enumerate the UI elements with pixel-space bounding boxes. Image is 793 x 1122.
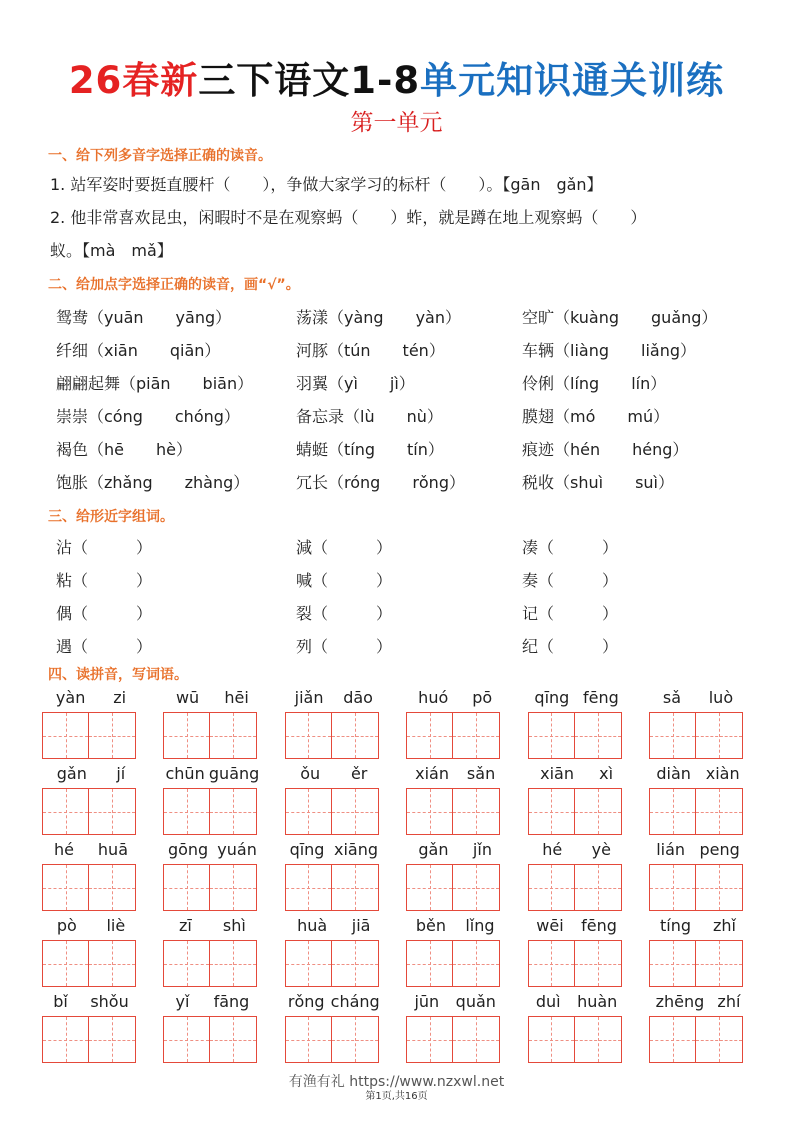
writing-cell[interactable] bbox=[42, 940, 89, 987]
writing-cell[interactable] bbox=[453, 1016, 500, 1063]
pinyin-row bbox=[528, 688, 626, 710]
pinyin-row bbox=[649, 764, 747, 786]
pinyin-syllable: wēi bbox=[536, 916, 564, 935]
writing-boxes bbox=[406, 864, 504, 911]
pinyin-word-group bbox=[649, 688, 747, 759]
word-group-item[interactable]: 纪（ ） bbox=[522, 637, 619, 656]
pinyin-syllable: jūn bbox=[414, 992, 440, 1011]
writing-cell[interactable] bbox=[210, 712, 257, 759]
pinyin-word-group bbox=[285, 764, 383, 835]
writing-cell[interactable] bbox=[696, 1016, 743, 1063]
pinyin-syllable: hēi bbox=[224, 688, 249, 707]
pinyin-syllable: huā bbox=[97, 840, 128, 859]
pronunciation-item[interactable]: 蜻蜓（tíng tín） bbox=[296, 440, 444, 459]
writing-boxes bbox=[163, 788, 261, 835]
pinyin-row bbox=[285, 916, 383, 938]
pronunciation-item[interactable]: 税收（shuì suì） bbox=[522, 473, 674, 492]
pinyin-row bbox=[528, 916, 626, 938]
writing-boxes bbox=[42, 712, 140, 759]
pinyin-row bbox=[42, 916, 140, 938]
writing-cell[interactable] bbox=[89, 712, 136, 759]
pinyin-row bbox=[285, 764, 383, 786]
pinyin-word-group bbox=[406, 840, 504, 911]
pinyin-syllable: xián bbox=[415, 764, 449, 783]
pronunciation-item[interactable]: 崇崇（cóng chóng） bbox=[56, 407, 240, 426]
writing-cell[interactable] bbox=[163, 940, 210, 987]
pinyin-syllable: běn bbox=[415, 916, 446, 935]
writing-cell[interactable] bbox=[696, 864, 743, 911]
pinyin-row bbox=[528, 764, 626, 786]
writing-boxes bbox=[42, 788, 140, 835]
pinyin-syllable: luò bbox=[708, 688, 734, 707]
writing-boxes bbox=[649, 788, 747, 835]
word-group-item[interactable]: 记（ ） bbox=[522, 604, 619, 623]
writing-boxes bbox=[406, 788, 504, 835]
pinyin-row bbox=[163, 688, 261, 710]
writing-cell[interactable] bbox=[42, 788, 89, 835]
writing-boxes bbox=[285, 788, 383, 835]
word-group-item[interactable]: 喊（ ） bbox=[296, 571, 393, 590]
pinyin-syllable: yuán bbox=[217, 840, 257, 859]
pinyin-syllable: xiān bbox=[540, 764, 574, 783]
pinyin-syllable: gǎn bbox=[418, 840, 449, 859]
writing-cell[interactable] bbox=[453, 864, 500, 911]
pinyin-syllable: huó bbox=[418, 688, 449, 707]
pinyin-syllable: gōng bbox=[167, 840, 209, 859]
word-group-item[interactable]: 奏（ ） bbox=[522, 571, 619, 590]
writing-cell[interactable] bbox=[575, 864, 622, 911]
pinyin-row bbox=[42, 992, 140, 1014]
pinyin-row bbox=[163, 840, 261, 862]
pinyin-syllable: yàn bbox=[55, 688, 86, 707]
pinyin-row bbox=[42, 764, 140, 786]
pinyin-word-group bbox=[528, 688, 626, 759]
word-group-item[interactable]: 粘（ ） bbox=[56, 571, 153, 590]
pinyin-syllable: liè bbox=[106, 916, 126, 935]
writing-cell[interactable] bbox=[575, 788, 622, 835]
pinyin-row bbox=[42, 840, 140, 862]
question-2: 2. 他非常喜欢昆虫，闲暇时不是在观察蚂（ ）蚱，就是蹲在地上观察蚂（ ） bbox=[50, 208, 647, 227]
pinyin-syllable: jiǎn bbox=[294, 688, 324, 707]
writing-cell[interactable] bbox=[528, 940, 575, 987]
pinyin-word-group bbox=[528, 764, 626, 835]
writing-cell[interactable] bbox=[528, 1016, 575, 1063]
writing-cell[interactable] bbox=[89, 864, 136, 911]
pinyin-syllable: huàn bbox=[577, 992, 618, 1011]
pinyin-syllable: ěr bbox=[350, 764, 368, 783]
writing-cell[interactable] bbox=[163, 864, 210, 911]
pinyin-syllable: fāng bbox=[213, 992, 250, 1011]
pinyin-word-group bbox=[528, 916, 626, 987]
pinyin-syllable: qīng bbox=[289, 840, 325, 859]
writing-boxes bbox=[406, 940, 504, 987]
title-black: 三下语文1-8 bbox=[198, 59, 421, 102]
pinyin-word-group bbox=[649, 992, 747, 1063]
pinyin-row bbox=[285, 992, 383, 1014]
writing-cell[interactable] bbox=[406, 940, 453, 987]
pinyin-word-group bbox=[528, 992, 626, 1063]
word-group-item[interactable]: 遇（ ） bbox=[56, 637, 153, 656]
pinyin-syllable: sǎn bbox=[466, 764, 496, 783]
writing-cell[interactable] bbox=[285, 940, 332, 987]
pronunciation-item[interactable]: 鸳鸯（yuān yāng） bbox=[56, 308, 232, 327]
writing-boxes bbox=[528, 712, 626, 759]
writing-cell[interactable] bbox=[210, 864, 257, 911]
pinyin-word-group bbox=[649, 840, 747, 911]
pinyin-row bbox=[406, 688, 504, 710]
unit-title: 第一单元 bbox=[350, 110, 443, 136]
writing-cell[interactable] bbox=[406, 788, 453, 835]
word-group-item[interactable]: 減（ ） bbox=[296, 538, 393, 557]
writing-cell[interactable] bbox=[649, 1016, 696, 1063]
pinyin-syllable: tíng bbox=[660, 916, 692, 935]
writing-boxes bbox=[406, 712, 504, 759]
pinyin-syllable: hé bbox=[53, 840, 74, 859]
pinyin-syllable: jí bbox=[116, 764, 126, 783]
pronunciation-item[interactable]: 空旷（kuàng guǎng） bbox=[522, 308, 718, 327]
pinyin-row bbox=[285, 688, 383, 710]
watermark: 有渔有礼 https://www.nzxwl.net bbox=[288, 1074, 505, 1090]
pinyin-row bbox=[406, 840, 504, 862]
pinyin-word-group bbox=[285, 688, 383, 759]
writing-cell[interactable] bbox=[89, 1016, 136, 1063]
pronunciation-item[interactable]: 羽翼（yì jì） bbox=[296, 374, 415, 393]
pinyin-syllable: dāo bbox=[343, 688, 373, 707]
writing-boxes bbox=[285, 1016, 383, 1063]
writing-cell[interactable] bbox=[406, 1016, 453, 1063]
writing-cell[interactable] bbox=[575, 1016, 622, 1063]
pronunciation-item[interactable]: 痕迹（hén héng） bbox=[522, 440, 689, 459]
pinyin-word-group bbox=[42, 916, 140, 987]
pinyin-syllable: xiāng bbox=[334, 840, 379, 859]
writing-cell[interactable] bbox=[332, 864, 379, 911]
pinyin-word-group bbox=[285, 840, 383, 911]
writing-cell[interactable] bbox=[649, 864, 696, 911]
writing-cell[interactable] bbox=[649, 712, 696, 759]
writing-cell[interactable] bbox=[696, 788, 743, 835]
pinyin-word-group bbox=[285, 916, 383, 987]
writing-cell[interactable] bbox=[696, 940, 743, 987]
writing-cell[interactable] bbox=[453, 712, 500, 759]
pinyin-syllable: jiā bbox=[351, 916, 371, 935]
pinyin-syllable: sǎ bbox=[662, 688, 681, 707]
pinyin-syllable: zhí bbox=[717, 992, 741, 1011]
section-4-heading: 四、读拼音，写词语。 bbox=[48, 667, 188, 683]
pinyin-syllable: wū bbox=[175, 688, 200, 707]
writing-cell[interactable] bbox=[332, 712, 379, 759]
pinyin-syllable: lián bbox=[656, 840, 686, 859]
writing-cell[interactable] bbox=[453, 788, 500, 835]
writing-cell[interactable] bbox=[89, 788, 136, 835]
pinyin-syllable: pō bbox=[472, 688, 493, 707]
pinyin-syllable: shì bbox=[222, 916, 246, 935]
pronunciation-item[interactable]: 伶俐（líng lín） bbox=[522, 374, 667, 393]
writing-boxes bbox=[163, 864, 261, 911]
writing-boxes bbox=[285, 864, 383, 911]
pinyin-word-group bbox=[285, 992, 383, 1063]
pinyin-word-group bbox=[42, 688, 140, 759]
page-title bbox=[0, 50, 793, 104]
writing-boxes bbox=[649, 712, 747, 759]
writing-cell[interactable] bbox=[163, 1016, 210, 1063]
writing-cell[interactable] bbox=[406, 712, 453, 759]
pinyin-row bbox=[406, 916, 504, 938]
pinyin-row bbox=[406, 992, 504, 1014]
pinyin-syllable: bǐ bbox=[53, 992, 68, 1011]
pronunciation-item[interactable]: 荡漾（yàng yàn） bbox=[296, 308, 461, 327]
title-red: 26春新 bbox=[68, 59, 199, 102]
question-2-cont: 蚁。【mà mǎ】 bbox=[50, 241, 173, 260]
pinyin-word-group bbox=[42, 840, 140, 911]
pinyin-syllable: fēng bbox=[581, 916, 617, 935]
writing-boxes bbox=[649, 940, 747, 987]
writing-cell[interactable] bbox=[285, 1016, 332, 1063]
word-group-item[interactable]: 凑（ ） bbox=[522, 538, 619, 557]
pinyin-word-group bbox=[163, 992, 261, 1063]
pinyin-row bbox=[42, 688, 140, 710]
writing-cell[interactable] bbox=[285, 864, 332, 911]
pinyin-syllable: ǒu bbox=[300, 764, 321, 783]
pinyin-syllable: qīng bbox=[534, 688, 570, 707]
writing-cell[interactable] bbox=[649, 940, 696, 987]
pinyin-word-group bbox=[649, 764, 747, 835]
pinyin-syllable: fēng bbox=[582, 688, 619, 707]
pinyin-word-group bbox=[163, 688, 261, 759]
writing-cell[interactable] bbox=[42, 864, 89, 911]
writing-cell[interactable] bbox=[528, 788, 575, 835]
pinyin-row bbox=[649, 992, 747, 1014]
writing-cell[interactable] bbox=[42, 1016, 89, 1063]
pinyin-word-group bbox=[42, 764, 140, 835]
writing-cell[interactable] bbox=[575, 940, 622, 987]
pinyin-syllable: guāng bbox=[208, 764, 260, 783]
writing-boxes bbox=[163, 940, 261, 987]
title-blue: 单元知识通关训练 bbox=[420, 59, 725, 102]
pinyin-row bbox=[649, 916, 747, 938]
pinyin-syllable: duì bbox=[535, 992, 561, 1011]
pinyin-syllable: huà bbox=[297, 916, 328, 935]
pinyin-row bbox=[406, 764, 504, 786]
word-group-item[interactable]: 列（ ） bbox=[296, 637, 393, 656]
writing-cell[interactable] bbox=[285, 788, 332, 835]
writing-boxes bbox=[285, 940, 383, 987]
writing-boxes bbox=[406, 1016, 504, 1063]
pronunciation-item[interactable]: 备忘录（lù nù） bbox=[296, 407, 443, 426]
pinyin-row bbox=[285, 840, 383, 862]
pinyin-row bbox=[528, 840, 626, 862]
writing-boxes bbox=[528, 864, 626, 911]
pinyin-word-group bbox=[528, 840, 626, 911]
pinyin-syllable: zī bbox=[178, 916, 192, 935]
writing-cell[interactable] bbox=[163, 788, 210, 835]
pinyin-syllable: rǒng bbox=[287, 992, 325, 1011]
writing-cell[interactable] bbox=[332, 1016, 379, 1063]
pinyin-syllable: zi bbox=[113, 688, 127, 707]
pinyin-word-group bbox=[406, 764, 504, 835]
pinyin-word-group bbox=[649, 916, 747, 987]
pinyin-word-group bbox=[406, 916, 504, 987]
word-group-item[interactable]: 裂（ ） bbox=[296, 604, 393, 623]
pinyin-syllable: quǎn bbox=[455, 992, 496, 1011]
pinyin-syllable: xiàn bbox=[705, 764, 740, 783]
pronunciation-item[interactable]: 冗长（róng rǒng） bbox=[296, 473, 465, 492]
writing-cell[interactable] bbox=[89, 940, 136, 987]
writing-boxes bbox=[42, 1016, 140, 1063]
pinyin-syllable: diàn bbox=[656, 764, 691, 783]
pinyin-syllable: pò bbox=[56, 916, 77, 935]
pinyin-syllable: xì bbox=[599, 764, 614, 783]
writing-cell[interactable] bbox=[575, 712, 622, 759]
writing-cell[interactable] bbox=[42, 712, 89, 759]
pinyin-word-group bbox=[163, 764, 261, 835]
writing-cell[interactable] bbox=[210, 940, 257, 987]
pinyin-row bbox=[649, 840, 747, 862]
pronunciation-item[interactable]: 河豚（tún tén） bbox=[296, 341, 445, 360]
writing-cell[interactable] bbox=[332, 788, 379, 835]
pinyin-syllable: yǐ bbox=[175, 992, 190, 1011]
pinyin-syllable: lǐng bbox=[465, 916, 495, 935]
writing-boxes bbox=[649, 864, 747, 911]
writing-cell[interactable] bbox=[210, 788, 257, 835]
writing-cell[interactable] bbox=[332, 940, 379, 987]
pinyin-syllable: gǎn bbox=[56, 764, 87, 783]
writing-cell[interactable] bbox=[163, 712, 210, 759]
pronunciation-item[interactable]: 翩翩起舞（piān biān） bbox=[56, 374, 254, 393]
pinyin-row bbox=[163, 764, 261, 786]
pronunciation-item[interactable]: 膜翅（mó mú） bbox=[522, 407, 670, 426]
pinyin-syllable: chūn bbox=[165, 764, 205, 783]
pinyin-syllable: shǒu bbox=[90, 992, 129, 1011]
pinyin-syllable: cháng bbox=[330, 992, 380, 1011]
writing-cell[interactable] bbox=[210, 1016, 257, 1063]
writing-cell[interactable] bbox=[528, 864, 575, 911]
pronunciation-item[interactable]: 褐色（hē hè） bbox=[56, 440, 192, 459]
writing-cell[interactable] bbox=[649, 788, 696, 835]
section-3-heading: 三、给形近字组词。 bbox=[48, 509, 174, 525]
writing-boxes bbox=[528, 940, 626, 987]
pinyin-word-group bbox=[406, 688, 504, 759]
writing-boxes bbox=[163, 1016, 261, 1063]
writing-boxes bbox=[528, 788, 626, 835]
pinyin-syllable: jǐn bbox=[472, 840, 492, 859]
pinyin-syllable: zhēng bbox=[655, 992, 705, 1011]
pinyin-syllable: zhǐ bbox=[713, 916, 736, 935]
pinyin-word-group bbox=[163, 916, 261, 987]
question-1: 1. 站军姿时要挺直腰杆（ ），争做大家学习的标杆（ ）。【gān gǎn】 bbox=[50, 175, 603, 194]
writing-boxes bbox=[42, 864, 140, 911]
writing-boxes bbox=[163, 712, 261, 759]
word-group-item[interactable]: 偶（ ） bbox=[56, 604, 153, 623]
pinyin-syllable: yè bbox=[591, 840, 611, 859]
section-2-heading: 二、给加点字选择正确的读音，画“√”。 bbox=[48, 277, 300, 293]
writing-boxes bbox=[528, 1016, 626, 1063]
pinyin-row bbox=[163, 916, 261, 938]
writing-cell[interactable] bbox=[528, 712, 575, 759]
word-group-item[interactable]: 沾（ ） bbox=[56, 538, 153, 557]
pinyin-syllable: hé bbox=[542, 840, 563, 859]
pinyin-word-group bbox=[406, 992, 504, 1063]
pinyin-word-group bbox=[42, 992, 140, 1063]
pinyin-syllable: peng bbox=[699, 840, 740, 859]
page-number: 第1页,共16页 bbox=[365, 1091, 428, 1102]
writing-boxes bbox=[42, 940, 140, 987]
writing-cell[interactable] bbox=[696, 712, 743, 759]
writing-boxes bbox=[285, 712, 383, 759]
pronunciation-item[interactable]: 饱胀（zhǎng zhàng） bbox=[56, 473, 250, 492]
writing-boxes bbox=[649, 1016, 747, 1063]
writing-cell[interactable] bbox=[406, 864, 453, 911]
pinyin-row bbox=[528, 992, 626, 1014]
pinyin-word-group bbox=[163, 840, 261, 911]
pronunciation-item[interactable]: 车辆（liàng liǎng） bbox=[522, 341, 696, 360]
section-1-heading: 一、给下列多音字选择正确的读音。 bbox=[48, 148, 272, 164]
pinyin-row bbox=[163, 992, 261, 1014]
pinyin-row bbox=[649, 688, 747, 710]
writing-cell[interactable] bbox=[453, 940, 500, 987]
writing-cell[interactable] bbox=[285, 712, 332, 759]
pronunciation-item[interactable]: 纤细（xiān qiān） bbox=[56, 341, 221, 360]
